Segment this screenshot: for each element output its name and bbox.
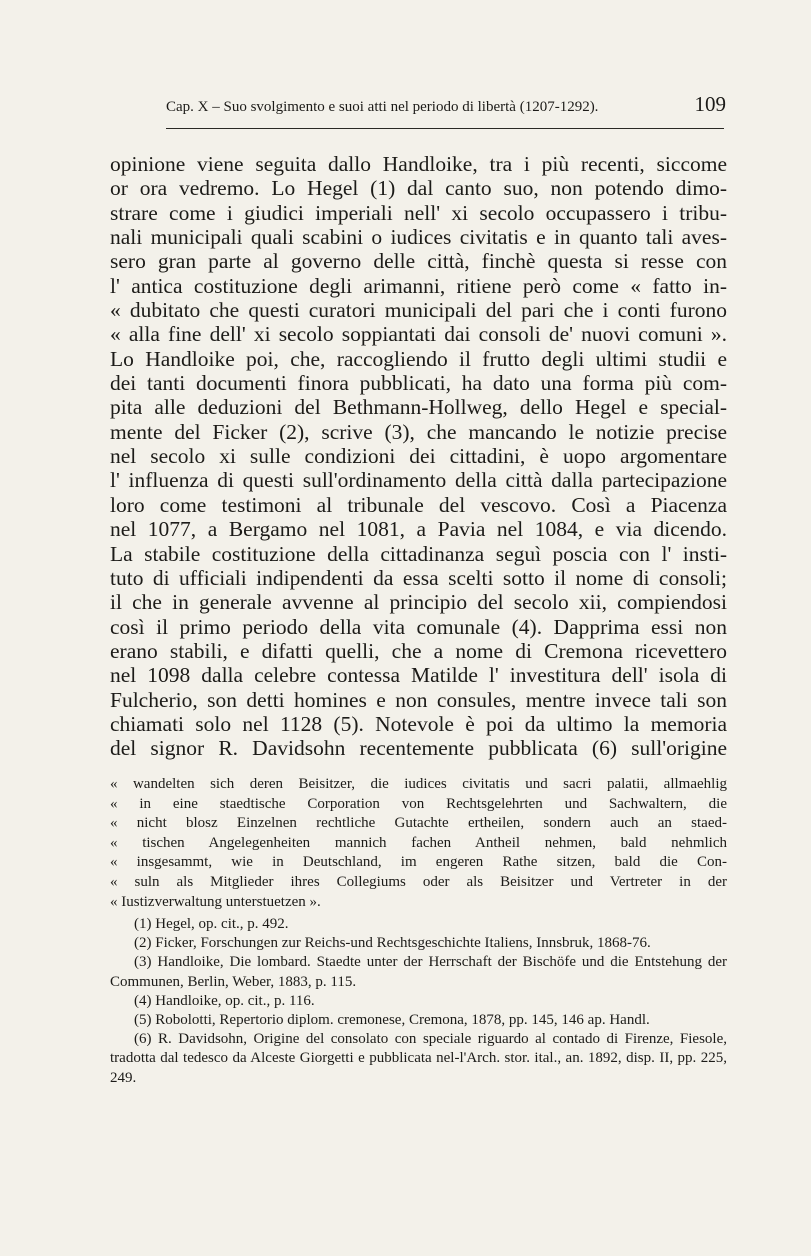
text-line: loro come testimoni al tribunale del vescovo. Così a Piacenza [110,492,727,517]
text-line: nel secolo xi sulle condizioni dei cittadini, è uopo argomentare [110,444,727,469]
footnote-3: (3) Handloike, Die lombard. Staedte unter der Herrschaft der Bischöfe und die Entstehung der Communen, Berlin, Weber, 1883, p. 115. [110,954,727,990]
footnote-continuation [110,775,727,912]
text-line: pita alle deduzioni del Bethmann-Hollweg, dello Hegel e special- [110,395,727,420]
text-line: dei tanti documenti finora pubblicati, ha dato una forma più com- [110,371,727,396]
main-text [110,152,727,761]
text-line: nel 1077, a Bergamo nel 1081, a Pavia nel 1084, e via dicendo. [110,517,727,542]
text-line: l' influenza di questi sull'ordinamento della città dalla partecipazione [110,468,727,493]
text-line: chiamati solo nel 1128 (5). Notevole è poi da ultimo la memoria [110,711,727,736]
text-line: nel 1098 dalla celebre contessa Matilde l' investitura dell' isola di [110,663,727,688]
note-line: « tischen Angelegenheiten mannich fachen Antheil nehmen, bald nehmlich [110,834,727,851]
footnote-2: (2) Ficker, Forschungen zur Reichs-und Rechtsgeschichte Italiens, Innsbruk, 1868-76. [134,935,651,952]
note-line: « Iustizverwaltung unterstuetzen ». [110,893,321,910]
running-header [166,92,726,117]
chapter-title: Cap. X – Suo svolgimento e suoi atti nel periodo di libertà (1207-1292). [166,99,599,115]
note-line: « insgesammt, wie in Deutschland, im engeren Rathe sitzen, bald die Con- [110,854,727,871]
footnote-4: (4) Handloike, op. cit., p. 116. [134,992,315,1009]
text-line: sero gran parte al governo delle città, finchè questa si resse con [110,249,727,274]
text-line: tuto di ufficiali indipendenti da essa scelti sotto il nome di consoli; [110,565,727,590]
text-line: or ora vedremo. Lo Hegel (1) dal canto suo, non potendo dimo- [110,176,727,201]
footnote-5: (5) Robolotti, Repertorio diplom. cremonese, Cremona, 1878, pp. 145, 146 ap. Handl. [134,1012,650,1029]
text-line: il che in generale avvenne al principio del secolo xii, compiendosi [110,590,727,615]
header-rule [166,128,724,129]
text-line: così il primo periodo della vita comunale (4). Dapprima essi non [110,614,727,639]
text-line: opinione viene seguita dallo Handloike, tra i più recenti, siccome [110,152,727,176]
text-line: « alla fine dell' xi secolo soppiantati dai consoli de' nuovi comuni ». [110,322,727,347]
text-line: erano stabili, e difatti quelli, che a nome di Cremona ricevettero [110,638,727,663]
page-number: 109 [694,92,726,116]
text-line: mente del Ficker (2), scrive (3), che mancando le notizie precise [110,419,727,444]
note-line: « in eine staedtische Corporation von Rechtsgelehrten und Sachwaltern, die [110,795,727,812]
text-line: La stabile costituzione della cittadinanza seguì poscia con l' insti- [110,541,727,566]
text-line: Fulcherio, son detti homines e non consules, mentre invece tali son [110,687,727,712]
note-line: « wandelten sich deren Beisitzer, die iudices civitatis und sacri palatii, allmaehlig [110,776,727,792]
text-line: strare come i giudici imperiali nell' xi secolo occupassero i tribu- [110,200,727,225]
text-line: del signor R. Davidsohn recentemente pubblicata (6) sull'origine [110,736,727,761]
note-line: « nicht blosz Einzelnen rechtliche Gutachte ertheilen, sondern auch an staed- [110,815,727,832]
footnote-1: (1) Hegel, op. cit., p. 492. [134,916,289,932]
footnotes [110,915,727,1088]
text-line: nali municipali quali scabini o iudices civitatis e in quanto tali aves- [110,225,727,250]
text-line: l' antica costituzione degli arimanni, ritiene però come « fatto in- [110,273,727,298]
text-line: Lo Handloike poi, che, raccogliendo il frutto degli ultimi studii e [110,346,727,371]
text-line: « dubitato che questi curatori municipali del pari che i conti furono [110,298,727,323]
footnote-6: (6) R. Davidsohn, Origine del consolato con speciale riguardo al contado di Firenze, Fiesole, tradotta dal tedesco da Alceste Giorgetti e pubblicata nel-l'Arch. stor. ital., an. 1892, disp. II, pp. 225, 249. [110,1031,727,1086]
note-line: « suln als Mitglieder ihres Collegiums oder als Beisitzer und Vertreter in der [110,873,727,890]
